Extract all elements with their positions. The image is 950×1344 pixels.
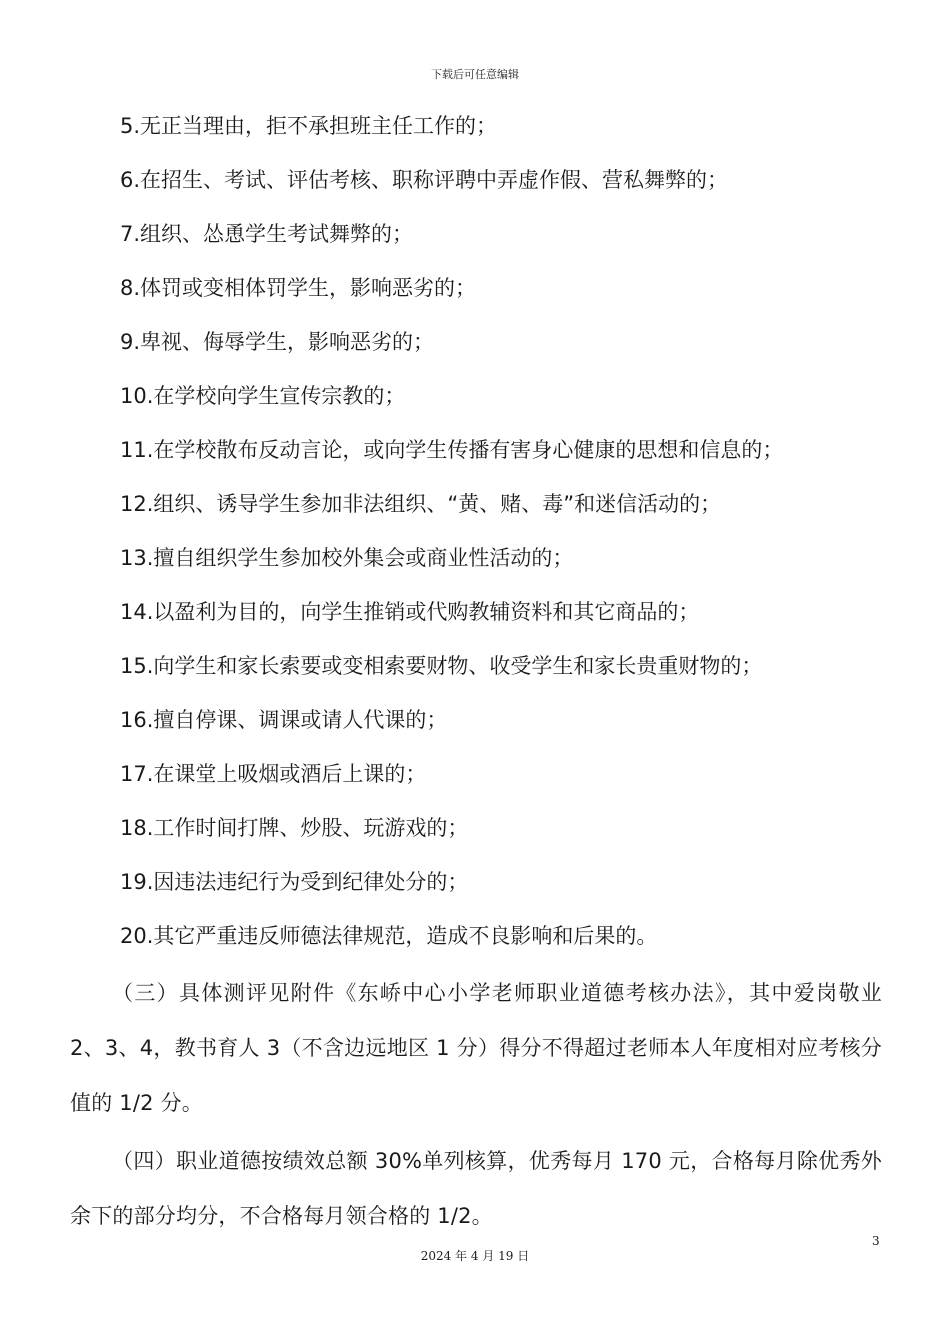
list-item: 9.卑视、侮辱学生，影响恶劣的； [120,330,435,354]
list-item: 19.因违法违纪行为受到纪律处分的； [120,870,469,894]
list-item: 6.在招生、考试、评估考核、职称评聘中弄虚作假、营私舞弊的； [120,168,729,192]
list-item: 17.在课堂上吸烟或酒后上课的； [120,762,427,786]
list-item: 20.其它严重违反师德法律规范，造成不良影响和后果的。 [120,924,658,948]
document-body [70,99,882,1244]
footer-date: 2024 年 4 月 19 日 [420,1249,530,1263]
list-item: 15.向学生和家长索要或变相索要财物、收受学生和家长贵重财物的； [120,654,763,678]
list-item: 8.体罚或变相体罚学生，影响恶劣的； [120,276,477,300]
list-item: 12.组织、诱导学生参加非法组织、“黄、赌、毒”和迷信活动的； [120,492,722,516]
list-item: 18.工作时间打牌、炒股、玩游戏的； [120,816,469,840]
header-note: 下载后可任意编辑 [431,68,519,81]
list-item: 5.无正当理由，拒不承担班主任工作的； [120,114,498,138]
list-item: 14.以盈利为目的，向学生推销或代购教辅资料和其它商品的； [120,600,700,624]
list-item: 16.擅自停课、调课或请人代课的； [120,708,448,732]
list-item: 11.在学校散布反动言论，或向学生传播有害身心健康的思想和信息的； [120,438,784,462]
paragraph-accounting: （四）职业道德按绩效总额 30%单列核算，优秀每月 170 元，合格每月除优秀外余下的部分均分，不合格每月领合格的 1/2。 [70,1149,882,1228]
list-item: 13.擅自组织学生参加校外集会或商业性活动的； [120,546,574,570]
list-item: 10.在学校向学生宣传宗教的； [120,384,406,408]
paragraph-evaluation: （三）具体测评见附件《东峤中心小学老师职业道德考核办法》，其中爱岗敬业 2、3、4，教书育人 3（不含边远地区 1 分）得分不得超过老师本人年度相对应考核分值的 1/2 分。 [70,981,882,1115]
list-item: 7.组织、怂恿学生考试舞弊的； [120,222,414,246]
page-number: 3 [872,1234,880,1248]
